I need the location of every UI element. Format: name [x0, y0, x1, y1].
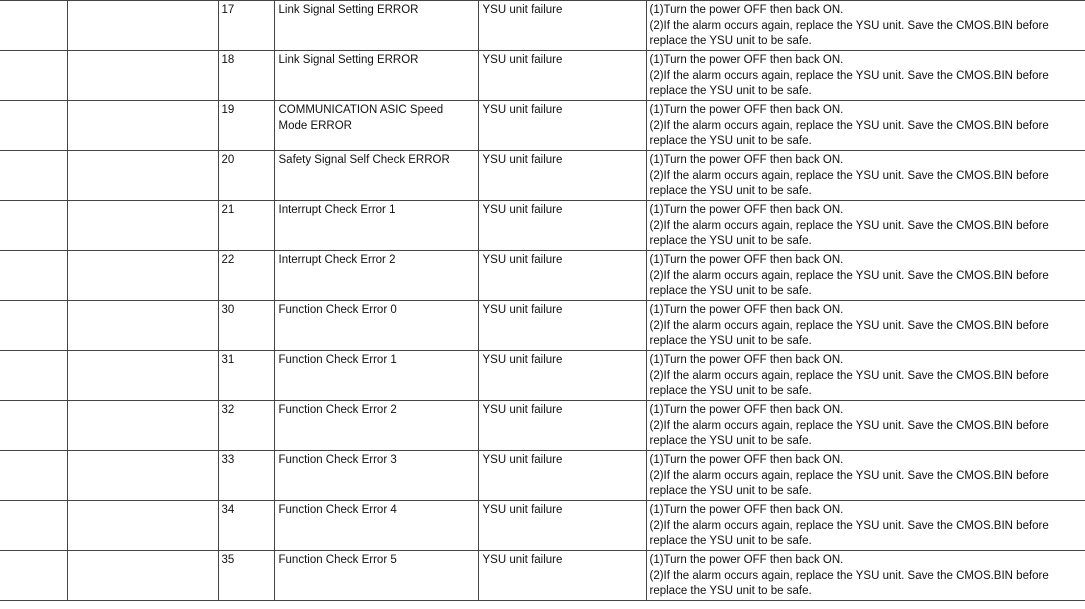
- message-cell: Link Signal Setting ERROR: [274, 51, 478, 101]
- alarm-name-cell: [67, 501, 218, 551]
- alarm-number-cell: [0, 301, 67, 351]
- cause-cell: YSU unit failure: [478, 51, 646, 101]
- alarm-name-cell: [67, 1, 218, 51]
- remedy-line: replace the YSU unit to be safe.: [649, 135, 812, 147]
- table-row: [0, 301, 1085, 351]
- alarm-number-cell: [0, 551, 67, 601]
- cause-cell: YSU unit failure: [478, 551, 646, 601]
- alarm-number-cell: [0, 251, 67, 301]
- cause-cell: YSU unit failure: [478, 251, 646, 301]
- remedy-cell: [646, 251, 1085, 301]
- alarm-number-cell: [0, 451, 67, 501]
- remedy-line: (1)Turn the power OFF then back ON.: [649, 54, 844, 66]
- cause-cell: YSU unit failure: [478, 101, 646, 151]
- remedy-line: (1)Turn the power OFF then back ON.: [649, 354, 844, 366]
- alarm-name-cell: [67, 401, 218, 451]
- message-cell: Function Check Error 1: [274, 351, 478, 401]
- alarm-name-cell: [67, 51, 218, 101]
- message-cell: COMMUNICATION ASIC Speed Mode ERROR: [274, 101, 478, 151]
- alarm-name-cell: [67, 201, 218, 251]
- remedy-cell: [646, 51, 1085, 101]
- remedy-line: (2)If the alarm occurs again, replace the YSU unit. Save the CMOS.BIN before: [649, 519, 1049, 532]
- remedy-line: replace the YSU unit to be safe.: [649, 235, 812, 247]
- alarm-name-cell: [67, 301, 218, 351]
- remedy-line: (1)Turn the power OFF then back ON.: [649, 554, 844, 566]
- remedy-cell: [646, 151, 1085, 201]
- remedy-line: (1)Turn the power OFF then back ON.: [649, 454, 844, 466]
- cause-cell: YSU unit failure: [478, 351, 646, 401]
- remedy-cell: [646, 301, 1085, 351]
- remedy-line: (1)Turn the power OFF then back ON.: [649, 254, 844, 266]
- sub-code-cell: 31: [218, 351, 274, 401]
- table-row: [0, 551, 1085, 601]
- remedy-line: replace the YSU unit to be safe.: [649, 185, 812, 197]
- table-row: [0, 401, 1085, 451]
- remedy-line: (2)If the alarm occurs again, replace the YSU unit. Save the CMOS.BIN before: [649, 369, 1049, 382]
- remedy-line: replace the YSU unit to be safe.: [649, 35, 812, 47]
- remedy-line: replace the YSU unit to be safe.: [649, 435, 812, 447]
- remedy-line: (2)If the alarm occurs again, replace the YSU unit. Save the CMOS.BIN before: [649, 269, 1049, 282]
- sub-code-cell: 30: [218, 301, 274, 351]
- remedy-line: replace the YSU unit to be safe.: [649, 85, 812, 97]
- message-cell: Function Check Error 5: [274, 551, 478, 601]
- table-row: [0, 501, 1085, 551]
- alarm-number-cell: [0, 201, 67, 251]
- remedy-line: (2)If the alarm occurs again, replace the YSU unit. Save the CMOS.BIN before: [649, 219, 1049, 232]
- sub-code-cell: 20: [218, 151, 274, 201]
- sub-code-cell: 35: [218, 551, 274, 601]
- remedy-line: (1)Turn the power OFF then back ON.: [649, 404, 844, 416]
- remedy-cell: [646, 201, 1085, 251]
- remedy-line: (2)If the alarm occurs again, replace the YSU unit. Save the CMOS.BIN before: [649, 169, 1049, 182]
- cause-cell: YSU unit failure: [478, 301, 646, 351]
- message-cell: Interrupt Check Error 2: [274, 251, 478, 301]
- alarm-number-cell: [0, 501, 67, 551]
- remedy-line: (2)If the alarm occurs again, replace the YSU unit. Save the CMOS.BIN before: [649, 19, 1049, 32]
- alarm-name-cell: [67, 351, 218, 401]
- remedy-cell: [646, 551, 1085, 601]
- remedy-line: replace the YSU unit to be safe.: [649, 485, 812, 497]
- alarm-name-cell: [67, 251, 218, 301]
- remedy-cell: [646, 101, 1085, 151]
- remedy-line: replace the YSU unit to be safe.: [649, 385, 812, 397]
- cause-cell: YSU unit failure: [478, 201, 646, 251]
- alarm-table-body: [0, 1, 1085, 601]
- message-cell: Interrupt Check Error 1: [274, 201, 478, 251]
- remedy-cell: [646, 351, 1085, 401]
- remedy-line: (2)If the alarm occurs again, replace the YSU unit. Save the CMOS.BIN before: [649, 469, 1049, 482]
- alarm-name-cell: [67, 151, 218, 201]
- remedy-line: (2)If the alarm occurs again, replace the YSU unit. Save the CMOS.BIN before: [649, 319, 1049, 332]
- sub-code-cell: 34: [218, 501, 274, 551]
- sub-code-cell: 17: [218, 1, 274, 51]
- alarm-name-cell: [67, 101, 218, 151]
- table-row: [0, 151, 1085, 201]
- remedy-line: (2)If the alarm occurs again, replace the YSU unit. Save the CMOS.BIN before: [649, 119, 1049, 132]
- remedy-line: (1)Turn the power OFF then back ON.: [649, 204, 844, 216]
- alarm-number-cell: [0, 351, 67, 401]
- message-cell: Function Check Error 2: [274, 401, 478, 451]
- alarm-number-cell: [0, 401, 67, 451]
- table-row: [0, 101, 1085, 151]
- message-cell: Link Signal Setting ERROR: [274, 1, 478, 51]
- remedy-line: replace the YSU unit to be safe.: [649, 535, 812, 547]
- sub-code-cell: 22: [218, 251, 274, 301]
- table-row: [0, 51, 1085, 101]
- remedy-cell: [646, 501, 1085, 551]
- cause-cell: YSU unit failure: [478, 151, 646, 201]
- alarm-name-cell: [67, 551, 218, 601]
- table-row: [0, 201, 1085, 251]
- remedy-line: (2)If the alarm occurs again, replace the YSU unit. Save the CMOS.BIN before: [649, 569, 1049, 582]
- sub-code-cell: 19: [218, 101, 274, 151]
- remedy-line: (1)Turn the power OFF then back ON.: [649, 104, 844, 116]
- remedy-cell: [646, 401, 1085, 451]
- cause-cell: YSU unit failure: [478, 451, 646, 501]
- remedy-line: (1)Turn the power OFF then back ON.: [649, 504, 844, 516]
- cause-cell: YSU unit failure: [478, 401, 646, 451]
- sub-code-cell: 32: [218, 401, 274, 451]
- remedy-line: (1)Turn the power OFF then back ON.: [649, 304, 844, 316]
- cause-cell: YSU unit failure: [478, 501, 646, 551]
- alarm-number-cell: [0, 1, 67, 51]
- sub-code-cell: 21: [218, 201, 274, 251]
- remedy-line: (1)Turn the power OFF then back ON.: [649, 154, 844, 166]
- table-row: [0, 1, 1085, 51]
- alarm-number-cell: [0, 151, 67, 201]
- sub-code-cell: 33: [218, 451, 274, 501]
- remedy-line: replace the YSU unit to be safe.: [649, 335, 812, 347]
- message-cell: Safety Signal Self Check ERROR: [274, 151, 478, 201]
- cause-cell: YSU unit failure: [478, 1, 646, 51]
- remedy-line: (2)If the alarm occurs again, replace the YSU unit. Save the CMOS.BIN before: [649, 419, 1049, 432]
- alarm-name-cell: [67, 451, 218, 501]
- remedy-line: (1)Turn the power OFF then back ON.: [649, 4, 844, 16]
- remedy-cell: [646, 451, 1085, 501]
- remedy-line: replace the YSU unit to be safe.: [649, 285, 812, 297]
- remedy-line: (2)If the alarm occurs again, replace the YSU unit. Save the CMOS.BIN before: [649, 69, 1049, 82]
- alarm-number-cell: [0, 101, 67, 151]
- remedy-line: replace the YSU unit to be safe.: [649, 585, 812, 597]
- message-cell: Function Check Error 0: [274, 301, 478, 351]
- message-cell: Function Check Error 4: [274, 501, 478, 551]
- remedy-cell: [646, 1, 1085, 51]
- alarm-number-cell: [0, 51, 67, 101]
- message-cell: Function Check Error 3: [274, 451, 478, 501]
- table-row: [0, 351, 1085, 401]
- table-row: [0, 451, 1085, 501]
- table-row: [0, 251, 1085, 301]
- sub-code-cell: 18: [218, 51, 274, 101]
